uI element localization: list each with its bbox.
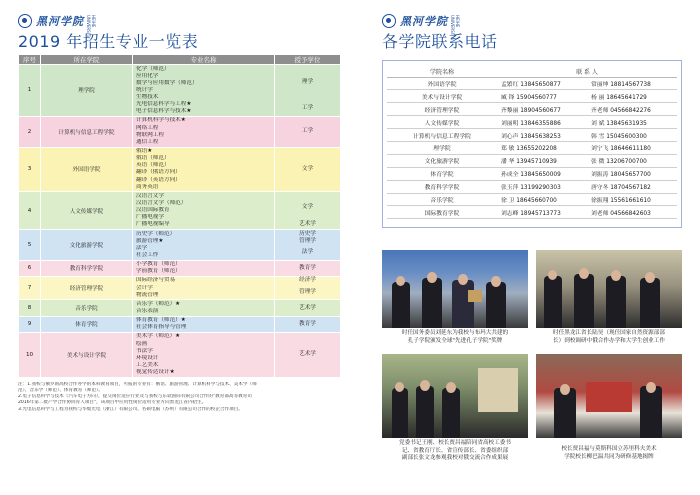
group-majors <box>133 192 275 230</box>
figure-head <box>560 384 570 395</box>
contact-primary: 臧 锋 15904560777 <box>497 90 587 103</box>
major-name: 小学教育（师范） <box>136 261 181 268</box>
major-name: 视觉传达设计★ <box>136 369 175 376</box>
figure-head <box>458 274 468 285</box>
group-degrees <box>275 147 341 192</box>
contacts-title: 各学院联系电话 <box>382 32 498 51</box>
exhibition-board <box>478 368 518 412</box>
group-seq: 1 <box>19 65 41 117</box>
footnote-line: 2016年第二批产学合作协同育人项目"，该项目中应用性岗位适用专业方向黑龙江省内招生。 <box>18 400 207 406</box>
degree-label: 历史学 <box>299 230 316 237</box>
college-name: 外国语学院 <box>387 77 497 90</box>
degree-label: 文学 <box>301 203 314 210</box>
group-seq: 5 <box>19 230 41 261</box>
contact-row <box>387 206 677 219</box>
majors-header-row <box>19 55 341 65</box>
degree-label: 教育学 <box>299 265 316 272</box>
contact-row <box>387 167 677 180</box>
major-name: 旅游管理★ <box>136 237 164 244</box>
major-name: 汉语言文学 <box>136 192 164 199</box>
footnotes <box>18 382 340 413</box>
major-name: 历史学（师范） <box>136 230 176 237</box>
contact-secondary: 刘宁飞 18646611180 <box>587 141 677 154</box>
contact-secondary: 杨 丽 18645641729 <box>587 90 677 103</box>
figure-head <box>395 382 404 392</box>
group-majors <box>133 147 275 192</box>
degree-label: 法学 <box>301 248 314 255</box>
caption-exhibition: 党委书记王刚、校长贾昌福陪同省高校工委书 记、省教育厅长、省宣传部长、省委组织部 副部长张文龙参观我校对俄交流合作成果展 <box>399 440 511 462</box>
contact-secondary: 张 微 13206700700 <box>587 154 677 167</box>
contacts-header-row <box>387 67 677 77</box>
group-seq: 10 <box>19 332 41 377</box>
award-plaque <box>468 290 482 302</box>
contact-primary: 潘 华 13945710939 <box>497 154 587 167</box>
major-group-row <box>19 65 341 117</box>
major-name: 生物技术 <box>136 94 159 101</box>
contact-primary: 刘志峰 18945713773 <box>497 206 587 219</box>
degree-label: 文学 <box>301 166 314 173</box>
degree-label: 工学 <box>301 128 314 135</box>
major-name: 数学与应用数学（师范） <box>136 79 198 86</box>
group-seq: 4 <box>19 192 41 230</box>
major-name: 商务英语 <box>136 183 159 190</box>
group-degrees <box>275 332 341 377</box>
caption-unveiling: 校长贾昌福与莫斯科国立苏里科夫美术 学院校长柳巴温共同为研修基地揭牌 <box>561 446 657 460</box>
figure <box>392 388 408 438</box>
contact-secondary: 齐老师 04566842276 <box>587 103 677 116</box>
contact-secondary: 韩 雪 15045600300 <box>587 129 677 142</box>
group-degrees <box>275 300 341 316</box>
footnote-line: 范）、音乐学（师范）、体育教育（师范）。 <box>18 387 103 393</box>
contact-primary: 孙成全 13845650009 <box>497 167 587 180</box>
major-name: 化学（师范） <box>136 65 170 72</box>
group-seq: 8 <box>19 300 41 316</box>
major-name: 体育教育（师范）★ <box>136 317 186 324</box>
major-name: 俄语★ <box>136 148 153 155</box>
major-name: 汉语言文学（师范） <box>136 200 187 207</box>
major-group-row <box>19 147 341 192</box>
caption-award: 时任国务委员刘延东为我校与布玛大共建的 孔子学院颁发全球"先进孔子学院"奖牌 <box>401 330 509 344</box>
group-seq: 2 <box>19 116 41 147</box>
header-seq: 序号 <box>19 55 41 65</box>
major-name: 广播电视编导 <box>136 221 170 228</box>
major-name: 电子信息科学与技术★ <box>136 108 192 115</box>
major-name: 会计学 <box>136 284 153 291</box>
group-seq: 7 <box>19 276 41 299</box>
contact-row <box>387 129 677 142</box>
degree-label: 管理学 <box>299 237 316 244</box>
group-majors <box>133 116 275 147</box>
majors-table <box>18 54 341 378</box>
logo-name: 黑河学院 <box>400 15 448 28</box>
group-degrees <box>275 230 341 261</box>
figure-head <box>579 268 589 279</box>
major-name: 通信工程 <box>136 138 159 145</box>
group-majors <box>133 65 275 117</box>
major-name: 美术学（师范）★ <box>136 333 181 340</box>
degree-label: 艺术学 <box>299 221 316 228</box>
contact-secondary: 刘老师 04566842603 <box>587 206 677 219</box>
major-name: 俄语（师范） <box>136 155 170 162</box>
major-name: 物流管理 <box>136 291 159 298</box>
college-name: 经济管理学院 <box>387 103 497 116</box>
university-seal-icon <box>18 14 32 28</box>
major-name: 应用化学 <box>136 72 159 79</box>
photo-award-ceremony <box>382 250 528 328</box>
figure-head <box>646 382 656 393</box>
major-name: 统计学 <box>136 86 153 93</box>
contact-row <box>387 90 677 103</box>
figure <box>574 274 594 328</box>
contact-secondary: 刘振涛 18045657700 <box>587 167 677 180</box>
contact-primary: 齐黎丽 18904560677 <box>497 103 587 116</box>
major-name: 广播电视学 <box>136 214 164 221</box>
university-seal-icon <box>382 14 396 28</box>
major-name: 英语（师范） <box>136 162 170 169</box>
major-name: 网络工程 <box>136 124 159 131</box>
degree-label: 艺术学 <box>299 351 316 358</box>
header-contact: 联 系 人 <box>497 67 677 77</box>
contact-row <box>387 141 677 154</box>
group-school: 音乐学院 <box>41 300 133 316</box>
logo-subtext: HEIHE UNIVERSITY <box>450 15 460 39</box>
group-school: 外国语学院 <box>41 147 133 192</box>
group-school: 美术与设计学院 <box>41 332 133 377</box>
college-name: 音乐学院 <box>387 193 497 206</box>
degree-label: 经济学 <box>299 277 316 284</box>
degree-label: 工学 <box>301 105 314 112</box>
footnote-line: 2.电子信息科学与技术（汽车电子方向），提交岗位适应行业及与我校与东软国际有限公司合作的"教育部高等教育司 <box>18 394 252 400</box>
major-name: 工艺美术 <box>136 361 159 368</box>
college-name: 理学院 <box>387 141 497 154</box>
figure-head <box>420 380 430 391</box>
major-group-row <box>19 260 341 276</box>
figure <box>486 282 506 328</box>
majors-title: 2019 年招生专业一览表 <box>18 32 199 51</box>
group-degrees <box>275 276 341 299</box>
contact-primary: 刘心声 13845638253 <box>497 129 587 142</box>
contact-row <box>387 154 677 167</box>
group-majors <box>133 332 275 377</box>
college-name: 美术与设计学院 <box>387 90 497 103</box>
group-degrees <box>275 65 341 117</box>
figure <box>640 278 660 328</box>
header-school: 所在学院 <box>41 55 133 65</box>
degree-label: 理学 <box>301 79 314 86</box>
major-group-row <box>19 116 341 147</box>
contacts-table <box>387 67 677 219</box>
group-school: 体育学院 <box>41 316 133 332</box>
degree-label: 艺术学 <box>299 304 316 311</box>
major-name: 学前教育（师范） <box>136 268 181 275</box>
contact-row <box>387 77 677 90</box>
figure <box>416 386 434 438</box>
major-name: 物联网工程 <box>136 131 164 138</box>
major-group-row <box>19 192 341 230</box>
photo-plaque-unveiling <box>536 354 682 438</box>
major-name: 计算机科学与技术★ <box>136 117 186 124</box>
group-seq: 9 <box>19 316 41 332</box>
group-degrees <box>275 192 341 230</box>
left-page <box>18 12 340 413</box>
contact-row <box>387 193 677 206</box>
logo-name: 黑河学院 <box>36 15 84 28</box>
college-name: 文化旅游学院 <box>387 154 497 167</box>
group-majors <box>133 230 275 261</box>
major-group-row <box>19 230 341 261</box>
college-name: 体育学院 <box>387 167 497 180</box>
header-major: 专业名称 <box>133 55 275 65</box>
group-majors <box>133 260 275 276</box>
group-school: 计算机与信息工程学院 <box>41 116 133 147</box>
major-name: 书法学 <box>136 347 153 354</box>
major-name: 音乐表演 <box>136 308 159 314</box>
figure-head <box>427 272 437 283</box>
college-name: 教育科学学院 <box>387 180 497 193</box>
group-majors <box>133 276 275 299</box>
logo <box>18 12 340 39</box>
contact-row <box>387 103 677 116</box>
major-name: 汉语国际教育 <box>136 207 170 214</box>
major-name: 翻译（俄语方向） <box>136 169 181 176</box>
contact-primary: 徐 卫 18645660700 <box>497 193 587 206</box>
figure-head <box>611 270 621 281</box>
contact-primary: 刘丽明 13846355886 <box>497 116 587 129</box>
major-name: 法学 <box>136 244 148 251</box>
contact-secondary: 刘 斌 13845631935 <box>587 116 677 129</box>
contact-primary: 郑 敏 13655202208 <box>497 141 587 154</box>
group-school: 文化旅游学院 <box>41 230 133 261</box>
group-degrees <box>275 260 341 276</box>
logo-right <box>382 12 688 39</box>
major-name: 翻译（英语方向） <box>136 176 181 183</box>
college-name: 人文传媒学院 <box>387 116 497 129</box>
figure <box>544 276 562 328</box>
majors-body <box>19 65 341 378</box>
group-seq: 3 <box>19 147 41 192</box>
major-name: 环境设计 <box>136 354 159 361</box>
group-seq: 6 <box>19 260 41 276</box>
contacts-box <box>382 60 682 228</box>
contact-primary: 孟繁红 13845650877 <box>497 77 587 90</box>
major-name: 社会体育指导与管理 <box>136 324 187 331</box>
group-majors <box>133 300 275 316</box>
figure <box>422 278 442 328</box>
major-name: 国际经济与贸易 <box>136 277 176 284</box>
major-name: 社会工作 <box>136 252 159 259</box>
degree-label: 教育学 <box>299 321 316 328</box>
figure-head <box>645 272 655 283</box>
group-school: 经济管理学院 <box>41 276 133 299</box>
caption-governor: 时任黑龙江省长陆昊（现任国家自然资源部部 长）到校调研中俄合作办学和大学生创业工作 <box>553 330 665 344</box>
contact-secondary: 常丽坤 18814567738 <box>587 77 677 90</box>
contacts-body <box>387 77 677 219</box>
major-name: 光电信息科学与工程★ <box>136 101 192 108</box>
group-degrees <box>275 116 341 147</box>
right-page <box>382 12 688 228</box>
major-group-row <box>19 332 341 377</box>
figure <box>554 388 576 438</box>
major-group-row <box>19 300 341 316</box>
degree-label: 管理学 <box>299 288 316 295</box>
college-name: 国际教育学院 <box>387 206 497 219</box>
contact-secondary: 徐振翔 15561661610 <box>587 193 677 206</box>
figure <box>640 386 662 438</box>
contact-secondary: 唐守冬 18704567182 <box>587 180 677 193</box>
figure-head <box>446 382 456 393</box>
red-cloth <box>586 382 632 412</box>
major-group-row <box>19 316 341 332</box>
header-degree: 授予学位 <box>275 55 341 65</box>
major-name: 音乐学（师范）★ <box>136 300 181 307</box>
group-majors <box>133 316 275 332</box>
figure <box>442 388 460 438</box>
contact-primary: 张玉萍 13199290303 <box>497 180 587 193</box>
figure-head <box>396 276 405 286</box>
footnote-line: 3.光电信息科学与工程为我校与华灿光电（浙江）有限公司、名硕电脑（苏州）有限公司合作的校企合作项目。 <box>18 406 243 412</box>
group-degrees <box>275 316 341 332</box>
header-college: 学院名称 <box>387 67 497 77</box>
logo-subtext: HEIHE UNIVERSITY <box>86 15 96 39</box>
contact-row <box>387 116 677 129</box>
contact-row <box>387 180 677 193</box>
footnote-line: 注：1.我校与俄罗斯高校合作办学的本科教育项目，可报的专业有：俄语、旅游管理、计算机科学与技术、美术学（师 <box>18 381 257 387</box>
major-name: 绘画 <box>136 340 148 347</box>
figure <box>452 280 474 328</box>
major-group-row <box>19 276 341 299</box>
college-name: 计算机与信息工程学院 <box>387 129 497 142</box>
group-school: 教育科学学院 <box>41 260 133 276</box>
group-school: 人文传媒学院 <box>41 192 133 230</box>
group-school: 理学院 <box>41 65 133 117</box>
figure-head <box>491 276 501 287</box>
figure <box>606 276 626 328</box>
photo-exhibition-visit <box>382 354 528 438</box>
photo-governor-visit <box>536 250 682 328</box>
figure <box>392 282 410 328</box>
figure-head <box>548 270 557 280</box>
